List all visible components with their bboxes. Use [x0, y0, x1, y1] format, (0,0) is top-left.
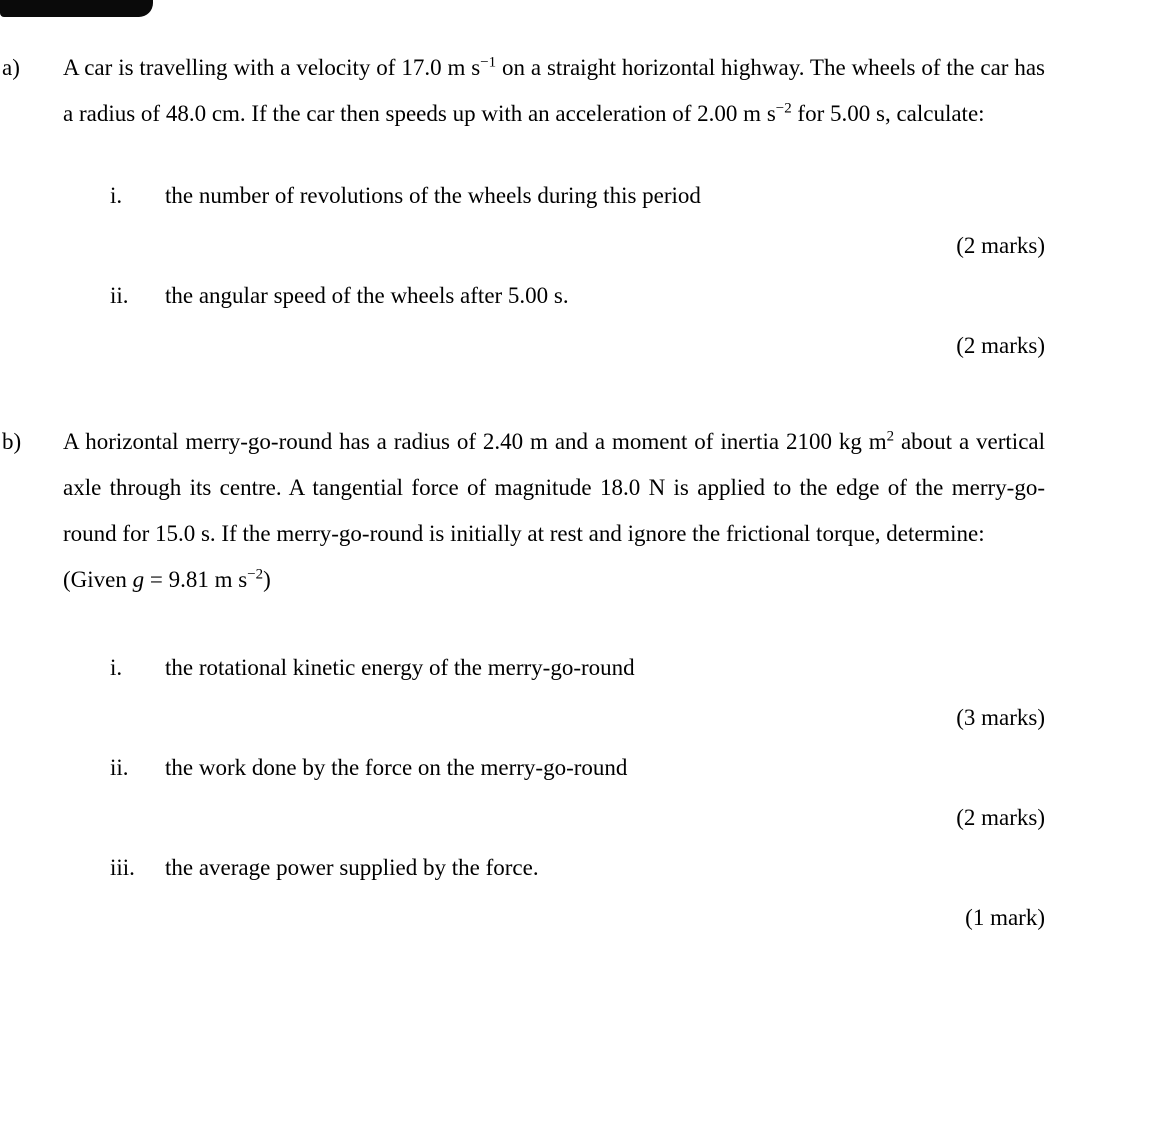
subitem-b-i: [110, 645, 1045, 691]
question-a-label: a): [2, 55, 20, 80]
subitem-b-ii-numeral: ii.: [110, 755, 129, 780]
question-a-row: [0, 45, 1045, 137]
subitem-b-iii-marks: (1 mark): [965, 905, 1045, 930]
subitem-b-i-marks: (3 marks): [956, 705, 1045, 730]
subitem-a-ii: [110, 273, 1045, 319]
question-a: [0, 45, 1045, 369]
subitem-a-i-marks: (2 marks): [956, 233, 1045, 258]
question-a-body: A car is travelling with a velocity of 17.0 m $s^{-1}$ on a straight horizontal highway. The wheels of the car has a radius of 48.0 cm. If the car then speeds up with an acceleration of 2.00 m $s^{-2}$ for 5.00 s, calculate:: [63, 54, 1045, 126]
question-b-label: b): [2, 429, 22, 454]
question-b-row: [0, 419, 1045, 603]
subitem-a-ii-numeral: ii.: [110, 283, 129, 308]
question-number-tab: [0, 0, 153, 17]
subitem-a-ii-text: the angular speed of the wheels after 5.00 s.: [165, 283, 569, 308]
document-content: [0, 45, 1045, 945]
subitem-a-i: [110, 173, 1045, 219]
question-b-body: [63, 419, 1045, 603]
question-b: [0, 419, 1045, 941]
question-b-subitems: [110, 645, 1045, 941]
subitem-b-ii-text: the work done by the force on the merry-go-round: [165, 755, 628, 780]
subitem-b-ii: [110, 745, 1045, 791]
question-a-subitems: [110, 173, 1045, 369]
subitem-b-iii-text: the average power supplied by the force.: [165, 855, 539, 880]
subitem-b-i-numeral: i.: [110, 655, 123, 680]
subitem-b-ii-marks: (2 marks): [956, 805, 1045, 830]
subitem-a-i-numeral: i.: [110, 183, 123, 208]
question-b-given: (Given g = 9.81 m $s^{-2}$): [63, 566, 271, 592]
subitem-b-iii-numeral: iii.: [110, 855, 135, 880]
subitem-b-i-text: the rotational kinetic energy of the merry-go-round: [165, 655, 635, 680]
subitem-a-i-text: the number of revolutions of the wheels during this period: [165, 183, 701, 208]
subitem-a-ii-marks: (2 marks): [956, 333, 1045, 358]
question-b-body-text: A horizontal merry-go-round has a radius of 2.40 m and a moment of inertia 2100 kg $m^2$ about a vertical axle through its centre. A tangential force of magnitude 18.0 N is applied to the edge of the merry-go- round for 15.0 s. If the merry-go-round is initially at rest and ignore the frictional torque, determine:: [63, 428, 1045, 546]
subitem-b-iii: [110, 845, 1045, 891]
